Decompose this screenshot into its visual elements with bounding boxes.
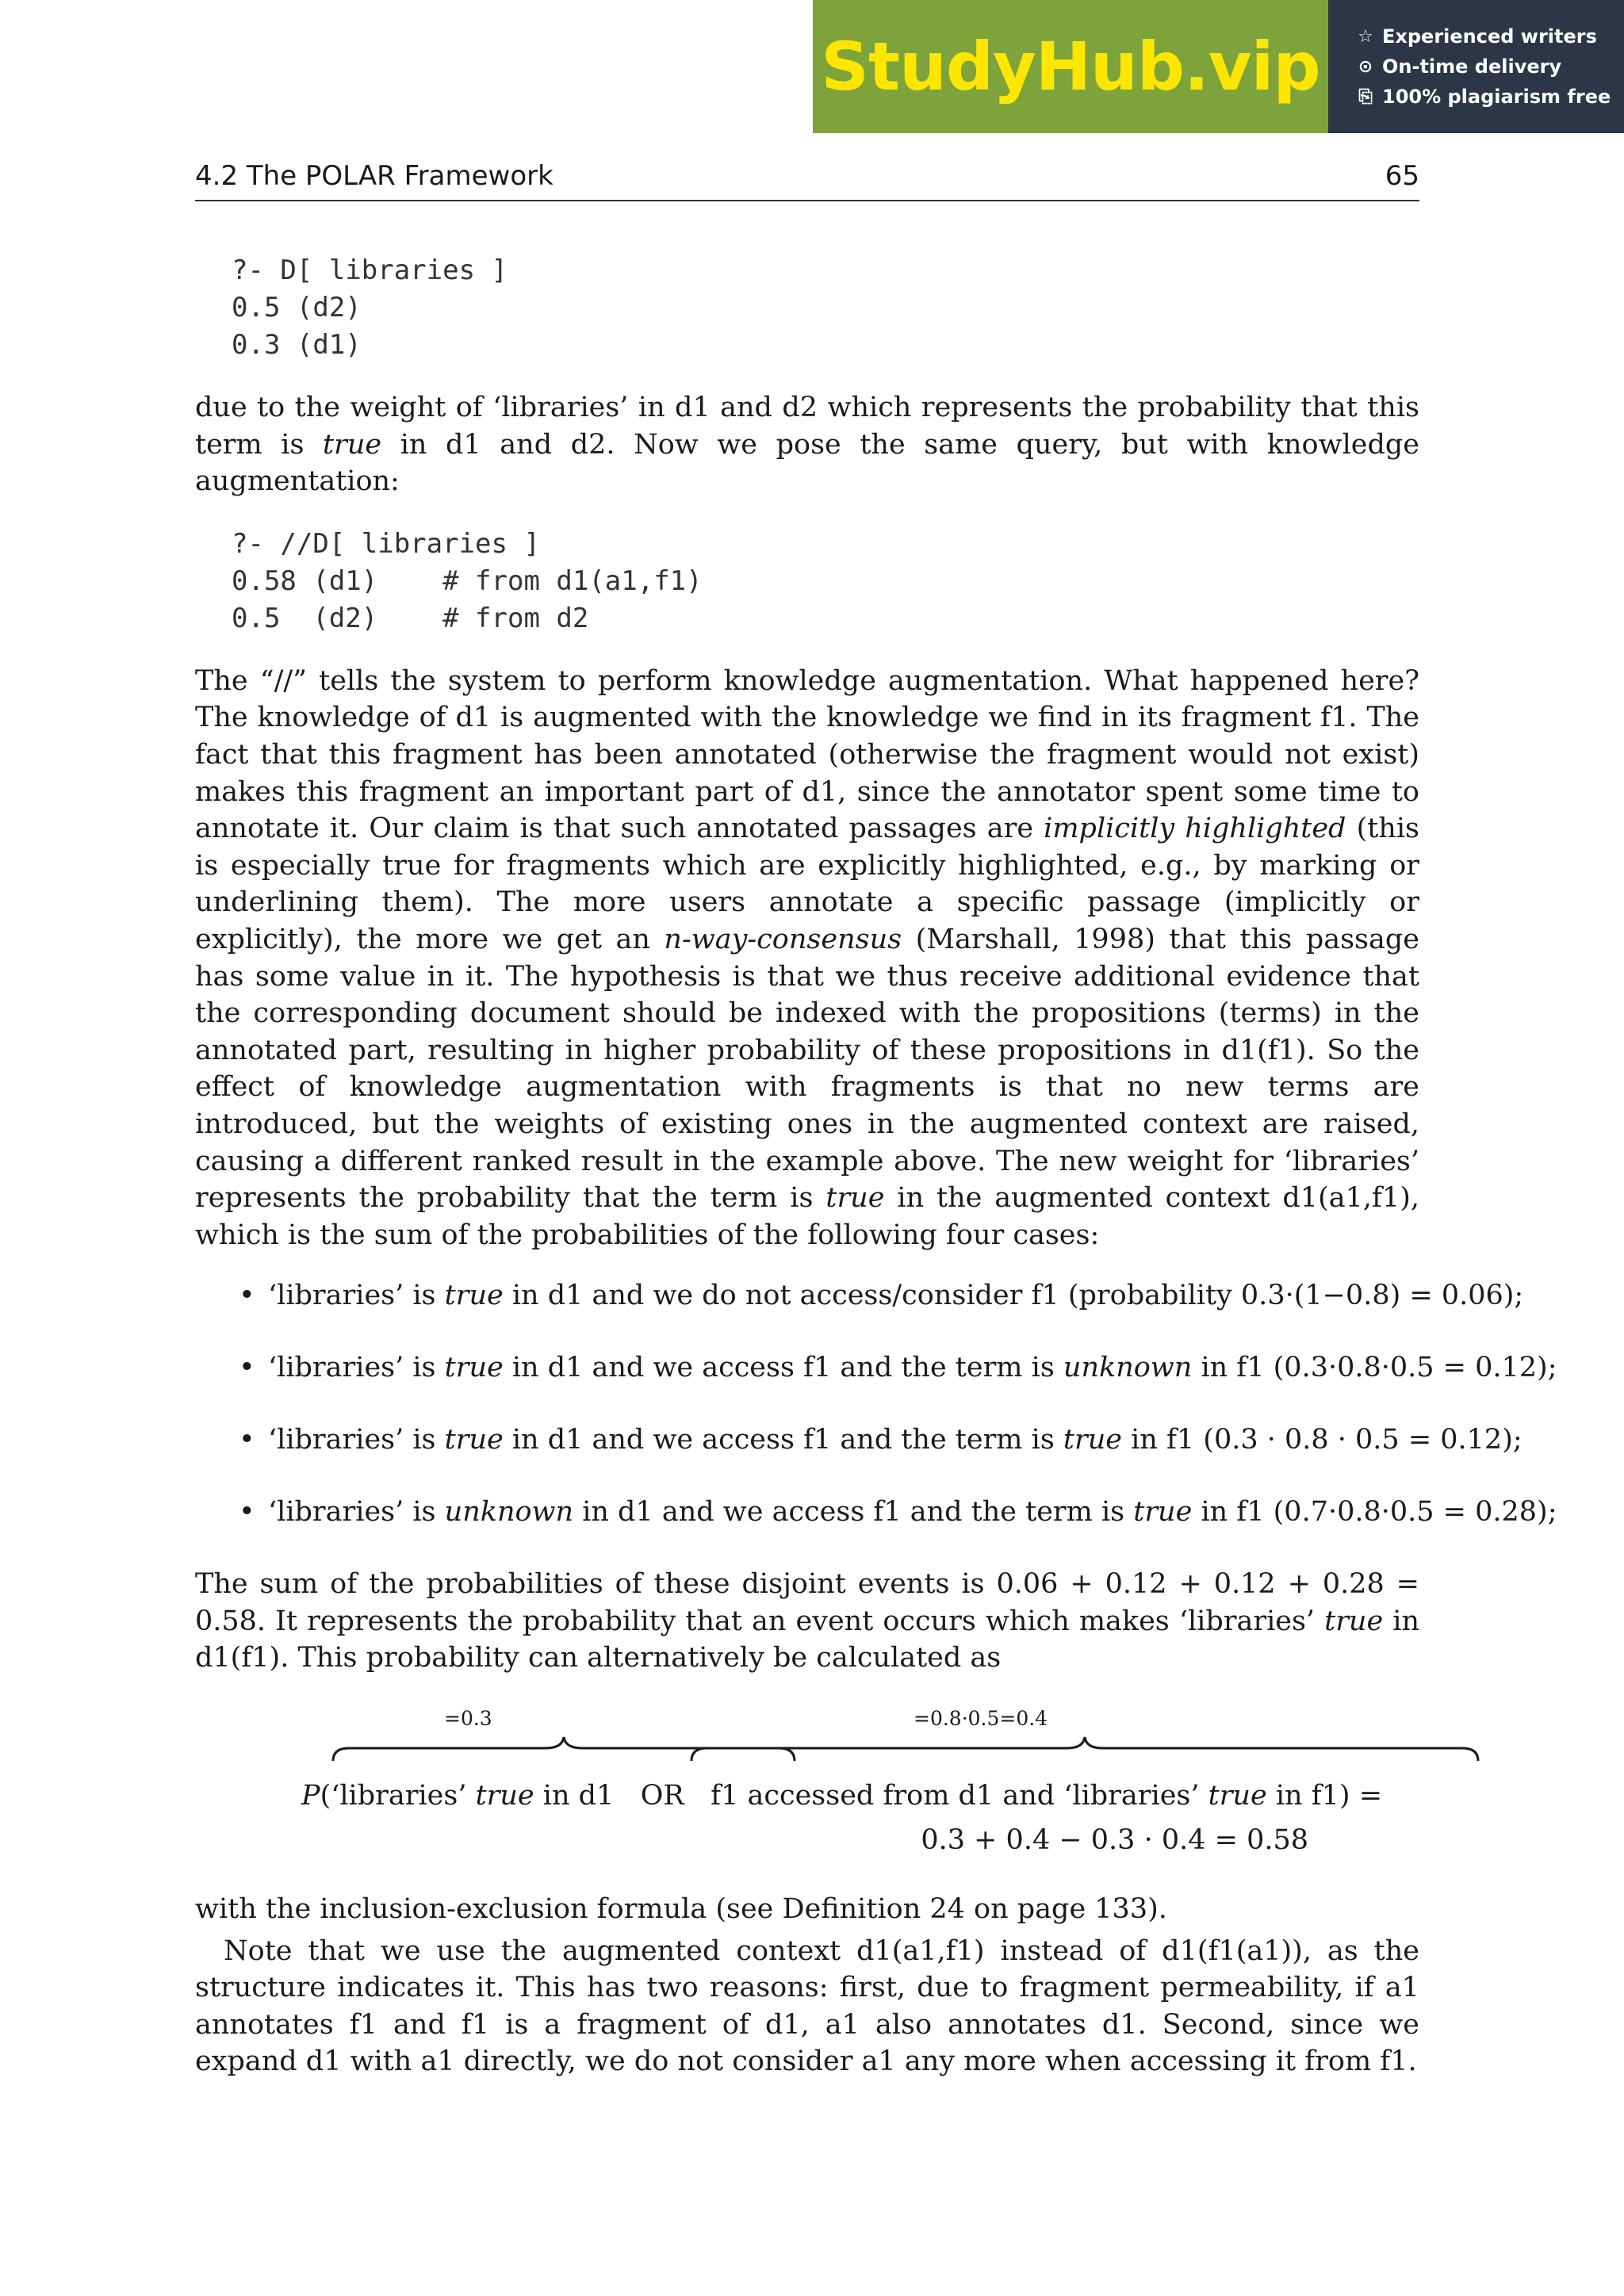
page-body bbox=[195, 252, 1557, 2080]
star-icon: ☆ bbox=[1358, 26, 1373, 47]
cases-list bbox=[195, 1277, 1557, 1530]
feature-list bbox=[1328, 0, 1624, 133]
list-item: • ‘libraries’ is true in d1 and we do not access/consider f1 (probability 0.3·(1−0.8) = 0.06); bbox=[195, 1277, 1419, 1314]
page-number: 65 bbox=[1385, 160, 1419, 192]
bullet-icon: • bbox=[239, 1424, 255, 1456]
list-item: • ‘libraries’ is true in d1 and we access f1 and the term is unknown in f1 (0.3·0.8·0.5 = 0.12); bbox=[195, 1349, 1419, 1386]
feature-on-time-delivery bbox=[1355, 55, 1624, 78]
paragraph-weight: due to the weight of ‘libraries’ in d1 and d2 which represents the probability that this term is true in d1 and d2. Now we pose the same query, but with knowledge augmentation: bbox=[195, 392, 1419, 498]
overbrace-2 bbox=[690, 1735, 1480, 1762]
list-item: • ‘libraries’ is true in d1 and we access f1 and the term is true in f1 (0.3 · 0.8 · 0.5 = 0.12); bbox=[195, 1422, 1419, 1458]
clock-icon: ⊙ bbox=[1358, 56, 1373, 77]
formula-line-1: P(‘libraries’ true in d1 OR f1 accessed from d1 and ‘libraries’ true in f1) = bbox=[301, 1780, 1383, 1812]
brace-label-1: =0.3 bbox=[444, 1707, 492, 1731]
list-item: • ‘libraries’ is unknown in d1 and we access f1 and the term is true in f1 (0.7·0.8·0.5 = 0.28); bbox=[195, 1494, 1419, 1530]
bullet-icon: • bbox=[239, 1496, 255, 1529]
bullet-icon: • bbox=[239, 1280, 255, 1312]
studyhub-banner[interactable] bbox=[813, 0, 1624, 133]
logo-text: StudyHub.vip bbox=[821, 28, 1320, 105]
formula-inclusion-exclusion bbox=[195, 1707, 1419, 1862]
section-title: 4.2 The POLAR Framework bbox=[195, 160, 553, 192]
paragraph-augmentation: The “//” tells the system to perform knowledge augmentation. What happened here? The knowledge of d1 is augmented with the knowledge we find in its fragment f1. The fact that this fragment has been annotated (otherwise the fragment would not exist) makes this fragment an important part of d1, since the annotator spent some time to annotate it. Our claim is that such annotated passages are implicitly highlighted (this is especially true for fragments which are explicitly highlighted, e.g., by marking or underlining them). The more users annotate a specific passage (implicitly or explicitly), the more we get an n-way-consensus (Marshall, 1998) that this passage has some value in it. The hypothesis is that we thus receive additional evidence that the corresponding document should be indexed with the propositions (terms) in the annotated part, resulting in higher probability of these propositions in d1(f1). So the effect of knowledge augmentation with fragments is that no new terms are introduced, but the weights of existing ones in the augmented context are raised, causing a different ranked result in the example above. The new weight for ‘libraries’ represents the probability that the term is true in the augmented context d1(a1,f1), which is the sum of the probabilities of the following four cases: bbox=[195, 664, 1419, 1251]
code-block-query: ?- D[ libraries ] 0.5 (d2) 0.3 (d1) bbox=[232, 254, 508, 361]
bullet-icon: • bbox=[239, 1352, 255, 1384]
copy-icon: ⎘ bbox=[1358, 86, 1373, 107]
feature-plagiarism-free bbox=[1355, 86, 1624, 108]
formula-line-2: 0.3 + 0.4 − 0.3 · 0.4 = 0.58 bbox=[921, 1824, 1308, 1857]
code-block-augmented-query: ?- //D[ libraries ] 0.58 (d1) # from d1(a1,f1) 0.5 (d2) # from d2 bbox=[232, 527, 703, 634]
running-header bbox=[195, 159, 1419, 201]
feature-experienced-writers bbox=[1355, 25, 1624, 48]
feature-label: On-time delivery bbox=[1382, 55, 1562, 78]
paragraph-inclusion-exclusion: with the inclusion-exclusion formula (see Definition 24 on page 133). bbox=[195, 1893, 1167, 1926]
studyhub-logo[interactable] bbox=[813, 0, 1328, 133]
feature-label: 100% plagiarism free bbox=[1382, 86, 1611, 108]
paragraph-note: Note that we use the augmented context d1(a1,f1) instead of d1(f1(a1)), as the structure indicates it. This has two reasons: first, due to fragment permeability, if a1 annotates f1 and f1 is a fragment of d1, a1 also annotates d1. Second, since we expand d1 with a1 directly, we do not consider a1 any more when accessing it from f1. bbox=[195, 1934, 1419, 2078]
feature-label: Experienced writers bbox=[1382, 25, 1597, 48]
brace-label-2: =0.8·0.5=0.4 bbox=[914, 1707, 1048, 1731]
paragraph-sum: The sum of the probabilities of these disjoint events is 0.06 + 0.12 + 0.12 + 0.28 = 0.58. It represents the probability that an event occurs which makes ‘libraries’ true in d1(f1). This probability can alternatively be calculated as bbox=[195, 1568, 1419, 1674]
